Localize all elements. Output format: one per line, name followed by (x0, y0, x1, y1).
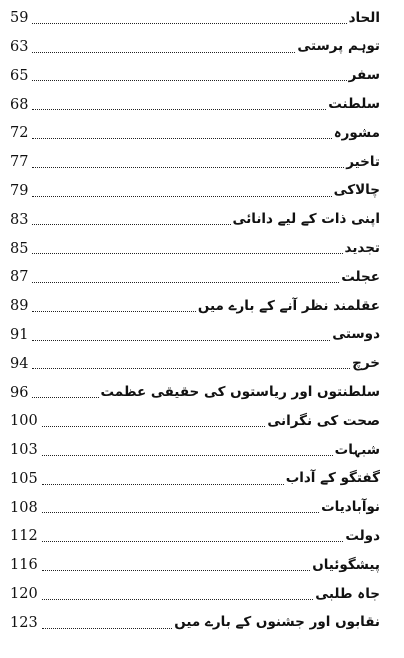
page-number: 83 (10, 211, 29, 228)
chapter-title: عقلمند نظر آنے کے بارے میں (197, 297, 380, 314)
chapter-title: جاہ طلبی (315, 585, 380, 602)
dot-leader (32, 368, 350, 369)
dot-leader (42, 455, 333, 456)
page-number: 59 (10, 10, 29, 27)
toc-row (10, 4, 380, 33)
table-of-contents (10, 4, 380, 638)
page-number: 103 (10, 442, 38, 459)
page-number: 91 (10, 326, 29, 343)
dot-leader (32, 80, 346, 81)
chapter-title: سفر (348, 67, 380, 84)
chapter-title: توہم پرستی (297, 38, 380, 55)
chapter-title: سلطنتوں اور ریاستوں کی حقیقی عظمت (100, 384, 380, 400)
page-number: 87 (10, 269, 29, 286)
chapter-title: نوآبادیات (321, 499, 380, 516)
page-number: 79 (10, 182, 29, 199)
page-number: 77 (10, 154, 29, 171)
toc-row (10, 292, 380, 321)
toc-row (10, 378, 380, 407)
page-number: 116 (10, 557, 38, 574)
toc-row (10, 62, 380, 91)
dot-leader (32, 282, 339, 283)
dot-leader (42, 426, 266, 427)
dot-leader (32, 52, 295, 53)
dot-leader (32, 311, 195, 312)
page-number: 89 (10, 298, 29, 315)
chapter-title: تاخیر (346, 153, 380, 170)
dot-leader (42, 599, 314, 600)
dot-leader (32, 397, 98, 398)
page-number: 72 (10, 125, 29, 142)
chapter-title: چالاکی (333, 182, 380, 199)
chapter-title: نقابوں اور جشنوں کے بارے میں (174, 614, 380, 631)
toc-row (10, 119, 380, 148)
chapter-title: گفتگو کے آداب (285, 470, 380, 487)
dot-leader (32, 109, 326, 110)
dot-leader (32, 224, 230, 225)
toc-row (10, 522, 380, 551)
page-number: 105 (10, 470, 38, 487)
toc-row (10, 407, 380, 436)
dot-leader (32, 167, 344, 168)
dot-leader (42, 512, 319, 513)
page-number: 94 (10, 355, 29, 372)
chapter-title: سلطنت (328, 96, 380, 113)
toc-row (10, 494, 380, 523)
toc-row (10, 90, 380, 119)
toc-row (10, 234, 380, 263)
dot-leader (42, 570, 311, 571)
page-number: 63 (10, 38, 29, 55)
toc-row (10, 148, 380, 177)
dot-leader (42, 541, 344, 542)
page-number: 65 (10, 67, 29, 84)
toc-row (10, 609, 380, 638)
dot-leader (42, 628, 173, 629)
page-number: 108 (10, 499, 38, 516)
chapter-title: دولت (345, 527, 380, 544)
toc-row (10, 321, 380, 350)
chapter-title: شبہات (334, 441, 380, 458)
page-number: 100 (10, 413, 38, 430)
chapter-title: دوستی (332, 326, 380, 343)
dot-leader (32, 340, 330, 341)
toc-row (10, 350, 380, 379)
toc-row (10, 465, 380, 494)
dot-leader (42, 484, 284, 485)
toc-row (10, 33, 380, 62)
toc-row (10, 436, 380, 465)
dot-leader (32, 196, 331, 197)
toc-row (10, 206, 380, 235)
dot-leader (32, 138, 331, 139)
chapter-title: مشورہ (333, 124, 380, 141)
toc-row (10, 580, 380, 609)
chapter-title: پیشگوئیاں (312, 556, 380, 573)
toc-row (10, 263, 380, 292)
page-number: 96 (10, 384, 29, 401)
page-number: 112 (10, 528, 38, 545)
chapter-title: اپنی ذات کے لیے دانائی (232, 211, 380, 228)
toc-row (10, 177, 380, 206)
page-number: 85 (10, 240, 29, 257)
dot-leader (32, 253, 342, 254)
page-number: 123 (10, 614, 38, 631)
chapter-title: تجدید (344, 240, 380, 257)
chapter-title: الحاد (348, 9, 380, 26)
toc-row (10, 551, 380, 580)
dot-leader (32, 23, 346, 24)
page-number: 68 (10, 96, 29, 113)
chapter-title: صحت کی نگرانی (267, 412, 380, 429)
page-number: 120 (10, 586, 38, 603)
chapter-title: خرچ (352, 355, 380, 372)
chapter-title: عجلت (341, 268, 380, 285)
